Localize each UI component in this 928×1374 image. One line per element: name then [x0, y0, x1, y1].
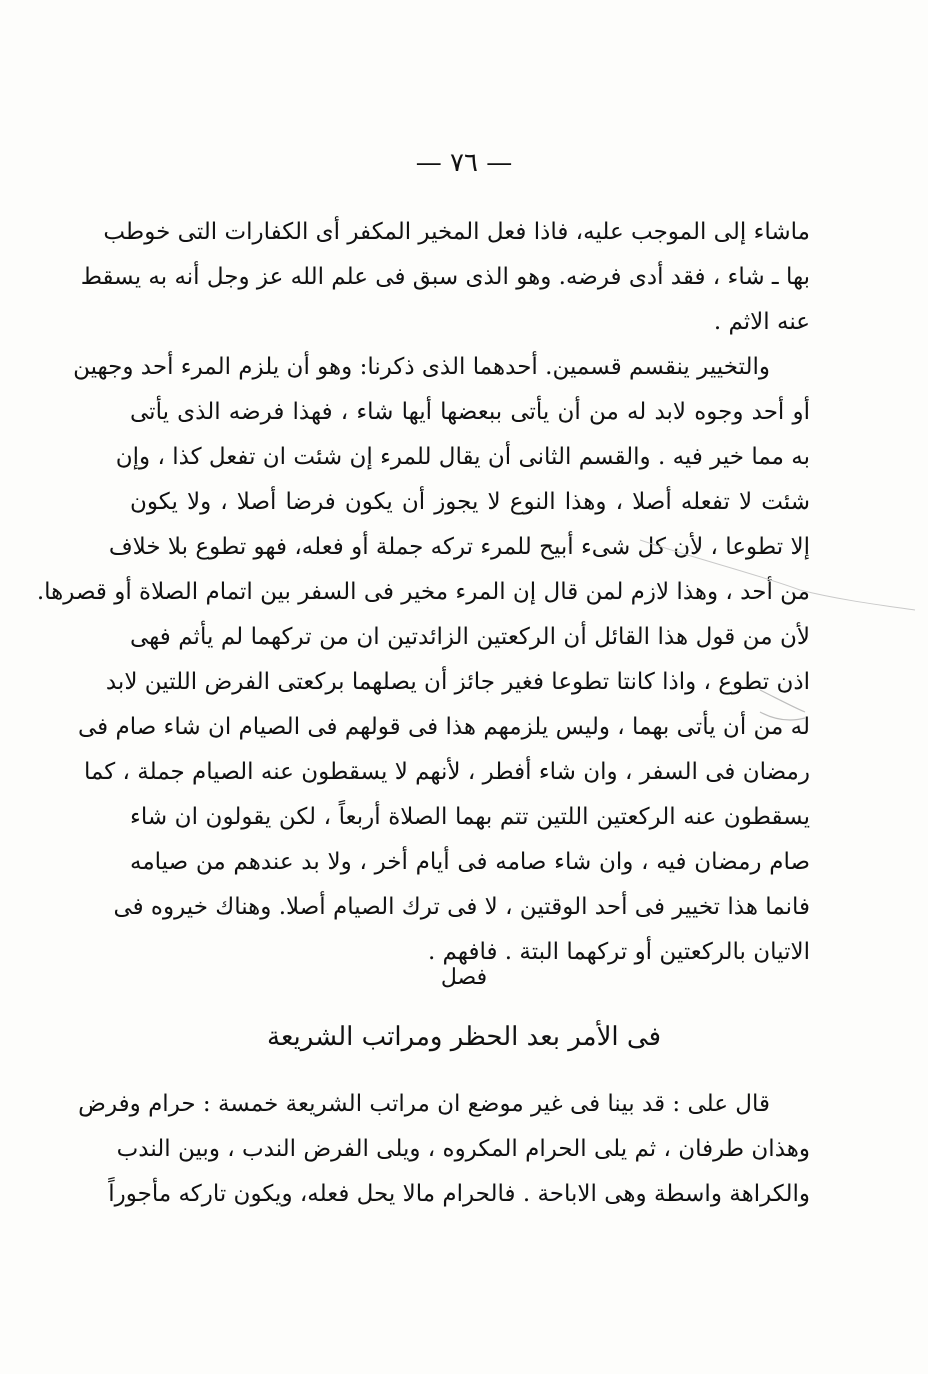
text-line: والتخيير ينقسم قسمين. أحدهما الذى ذكرنا: وهو أن يلزم المرء أحد وجهين [73, 354, 770, 380]
text-line: رمضان فى السفر ، وان شاء أفطر ، لأنهم لا يسقطون عنه الصيام جملة ، كما [83, 759, 810, 785]
text-line: له من أن يأتى بهما ، وليس يلزمهم هذا فى قولهم فى الصيام ان شاء صام فى [77, 714, 810, 740]
paragraph-3 [78, 1082, 810, 1217]
text-line: عنه الاثم . [713, 309, 810, 335]
paragraph-1 [80, 210, 810, 345]
paragraph-2 [36, 345, 810, 975]
text-line: قال على : قد بينا فى غير موضع ان مراتب الشريعة خمسة : حرام وفرض [78, 1091, 770, 1117]
text-line: والكراهة واسطة وهى الاباحة . فالحرام مالا يحل فعله، ويكون تاركه مأجوراً [108, 1181, 810, 1207]
text-line: يسقطون عنه الركعتين اللتين تتم بهما الصلاة أربعاً ، لكن يقولون ان شاء [130, 804, 810, 830]
text-line: إلا تطوعا ، لأن كل شىء أبيح للمرء تركه جملة أو فعله، فهو تطوع بلا خلاف [108, 534, 810, 560]
text-line: لأن من قول هذا القائل أن الركعتين الزائدتين ان من تركهما لم يأثم فهى [130, 624, 810, 650]
page-number: — ٧٦ — [415, 148, 513, 178]
text-line: صام رمضان فيه ، وان شاء صامه فى أيام أخر ، ولا بد عندهم من صيامه [130, 849, 810, 875]
text-line: أو أحد وجوه لابد له من أن يأتى ببعضها أيها شاء ، فهذا فرضه الذى يأتى [130, 399, 810, 425]
section-title: فى الأمر بعد الحظر ومراتب الشريعة [267, 1022, 661, 1052]
text-line: اذن تطوع ، واذا كانتا تطوعا فغير جائز أن يصلهما بركعتى الفرض اللتين لابد [105, 669, 810, 695]
text-line: وهذان طرفان ، ثم يلى الحرام المكروه ، ويلى الفرض الندب ، وبين الندب [116, 1136, 810, 1162]
text-line: الاتيان بالركعتين أو تركهما البتة . فافهم . [427, 939, 810, 965]
section-label: فصل [440, 965, 488, 990]
text-line: به مما خير فيه . والقسم الثانى أن يقال للمرء إن شئت ان تفعل كذا ، وإن [115, 444, 810, 470]
text-line: من أحد ، وهذا لازم لمن قال إن المرء مخير فى السفر بين اتمام الصلاة أو قصرها. [36, 579, 810, 605]
text-line: فانما هذا تخيير فى أحد الوقتين ، لا فى ترك الصيام أصلا. وهناك خيروه فى [113, 894, 810, 920]
text-line: بها ـ شاء ، فقد أدى فرضه. وهو الذى سبق فى علم الله عز وجل أنه به يسقط [80, 264, 810, 290]
text-line: شئت لا تفعله أصلا ، وهذا النوع لا يجوز أن يكون فرضا أصلا ، ولا يكون [130, 489, 810, 515]
text-line: ماشاء إلى الموجب عليه، فاذا فعل المخير المكفر أى الكفارات التى خوطب [103, 219, 810, 245]
